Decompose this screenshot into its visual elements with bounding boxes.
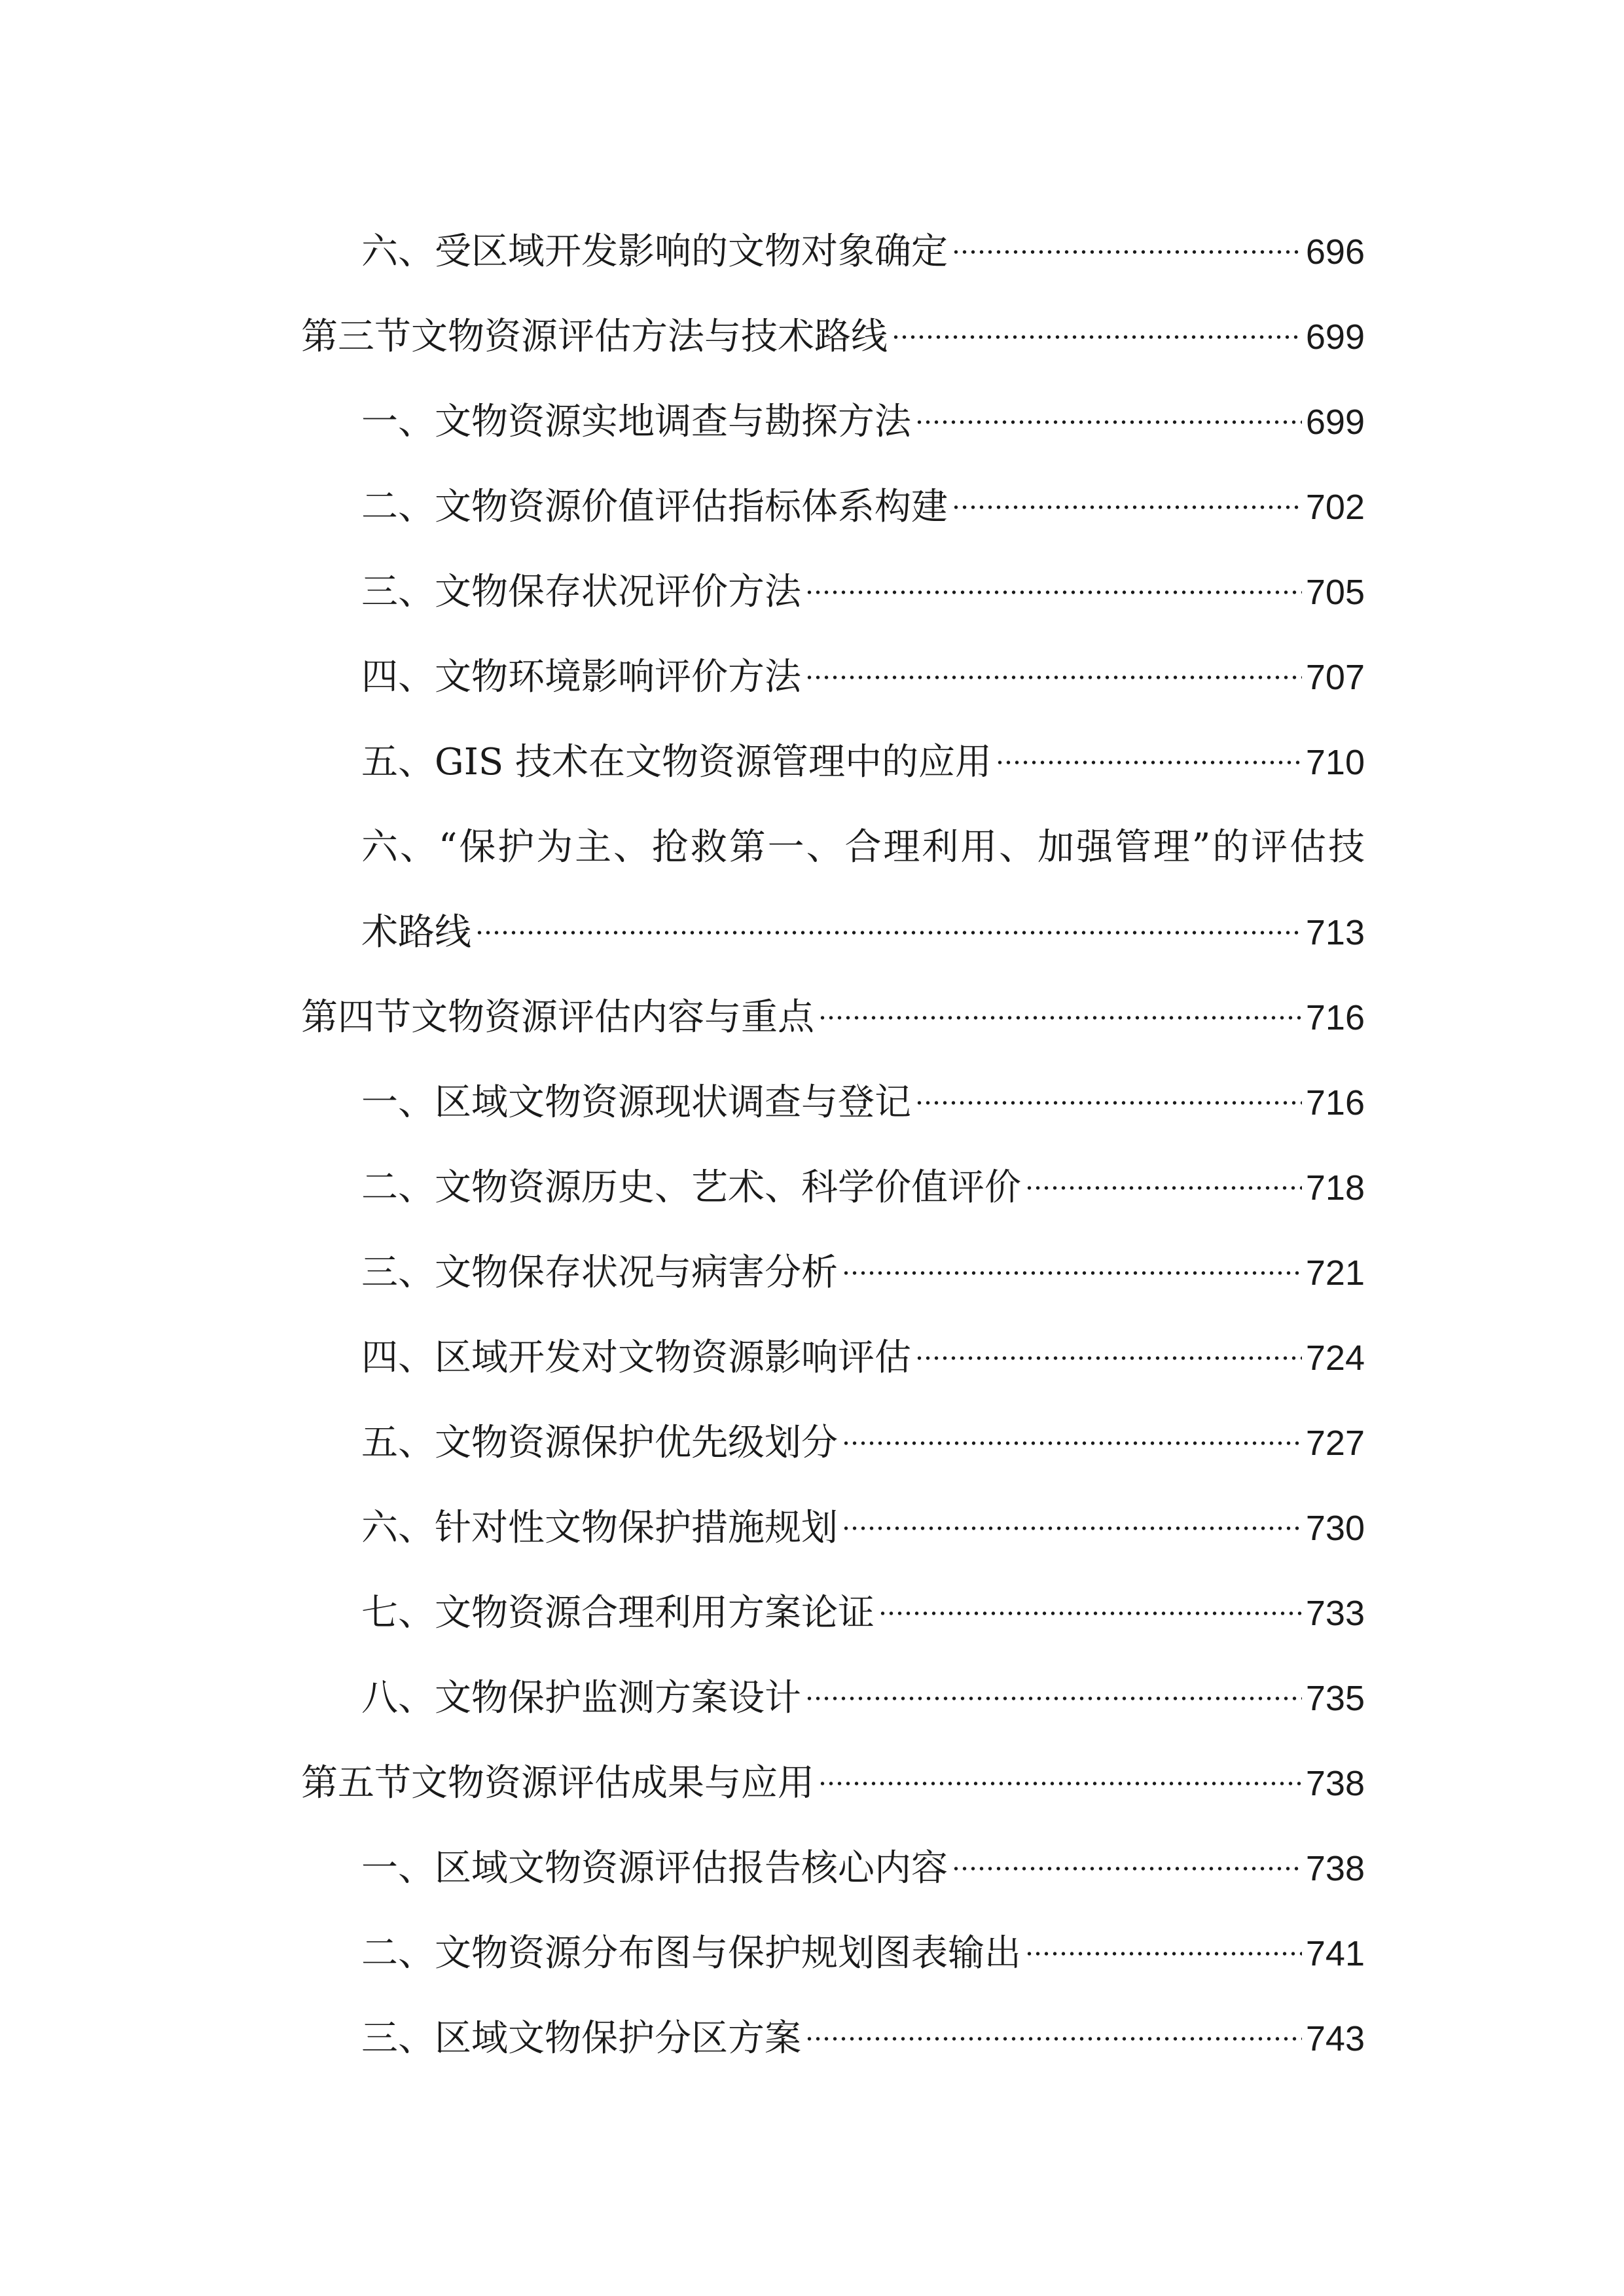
toc-entry-title: 第四节文物资源评估内容与重点 [301, 996, 814, 1039]
toc-entry[interactable] [301, 550, 1365, 635]
toc-entry[interactable] [301, 1060, 1365, 1145]
toc-entry-page: 713 [1305, 913, 1365, 952]
toc-entry-title: 二、文物资源历史、艺术、科学价值评价 [361, 1166, 1021, 1209]
toc-entry[interactable] [301, 209, 1365, 295]
toc-entry-title: 一、区域文物资源现状调查与登记 [361, 1081, 911, 1124]
dot-leader [1025, 1932, 1302, 1975]
toc-entry-page: 716 [1305, 1083, 1365, 1122]
toc-entry[interactable] [301, 1486, 1365, 1571]
toc-entry-page: 735 [1305, 1679, 1365, 1718]
toc-entry[interactable] [301, 1911, 1365, 1996]
toc-entry-page: 707 [1305, 658, 1365, 697]
toc-entry-page: 696 [1305, 232, 1365, 272]
toc-entry-title: 五、GIS 技术在文物资源管理中的应用 [361, 741, 992, 783]
toc-entry-title: 三、文物保存状况与病害分析 [361, 1251, 838, 1294]
toc-entry-title-line2: 术路线 [361, 911, 471, 954]
toc-section-entry[interactable] [301, 1741, 1365, 1826]
dot-leader [952, 230, 1302, 274]
toc-entry-page: 738 [1305, 1764, 1365, 1803]
toc-entry-page: 727 [1305, 1424, 1365, 1463]
toc-entry-page: 716 [1305, 998, 1365, 1037]
toc-section-entry[interactable] [301, 975, 1365, 1060]
toc-entry-title: 第三节文物资源评估方法与技术路线 [301, 315, 888, 358]
toc-entry-title: 三、文物保存状况评价方法 [361, 571, 801, 613]
toc-entry-title: 七、文物资源合理利用方案论证 [361, 1592, 875, 1634]
dot-leader [818, 1762, 1302, 1805]
toc-entry[interactable] [301, 1571, 1365, 1656]
dot-leader [952, 1847, 1302, 1890]
toc-entry-title: 五、文物资源保护优先级划分 [361, 1422, 838, 1464]
toc-entry-title: 二、文物资源分布图与保护规划图表输出 [361, 1932, 1021, 1975]
toc-entry[interactable] [301, 1145, 1365, 1230]
toc-entry-page: 733 [1305, 1594, 1365, 1633]
dot-leader [842, 1422, 1302, 1465]
toc-entry-title: 一、文物资源实地调查与勘探方法 [361, 401, 911, 443]
toc-entry-title: 六、受区域开发影响的文物对象确定 [361, 230, 948, 273]
toc-entry-title: 第五节文物资源评估成果与应用 [301, 1762, 814, 1804]
dot-leader [805, 1677, 1302, 1720]
toc-entry[interactable] [301, 1656, 1365, 1741]
dot-leader [805, 571, 1302, 614]
dot-leader [842, 1251, 1302, 1295]
dot-leader [915, 1336, 1302, 1380]
dot-leader [842, 1507, 1302, 1550]
dot-leader [892, 315, 1302, 359]
toc-entry[interactable] [301, 1996, 1365, 2081]
toc-entry-title: 二、文物资源价值评估指标体系构建 [361, 486, 948, 528]
toc-entry-title: 四、文物环境影响评价方法 [361, 656, 801, 698]
toc-entry-title: 六、针对性文物保护措施规划 [361, 1507, 838, 1549]
toc-entry-page: 721 [1305, 1253, 1365, 1293]
toc-entry-page: 741 [1305, 1934, 1365, 1973]
toc-entry[interactable] [301, 1826, 1365, 1911]
toc-entry-page: 743 [1305, 2019, 1365, 2058]
dot-leader [475, 911, 1302, 954]
toc-entry-title: 一、区域文物资源评估报告核心内容 [361, 1847, 948, 1890]
toc-entry[interactable] [301, 720, 1365, 805]
dot-leader [915, 401, 1302, 444]
toc-entry-page: 738 [1305, 1849, 1365, 1888]
toc-entry[interactable] [301, 465, 1365, 550]
toc-entry-title: 四、区域开发对文物资源影响评估 [361, 1336, 911, 1379]
toc-entry[interactable] [301, 380, 1365, 465]
toc-entry-page: 710 [1305, 743, 1365, 782]
toc-entry-page: 724 [1305, 1338, 1365, 1378]
toc-entry-page: 730 [1305, 1509, 1365, 1548]
toc-entry-title: 八、文物保护监测方案设计 [361, 1677, 801, 1719]
toc-entry-page: 718 [1305, 1168, 1365, 1208]
dot-leader [915, 1081, 1302, 1124]
toc-entry-page: 705 [1305, 573, 1365, 612]
toc-entry[interactable] [301, 1401, 1365, 1486]
toc-entry-page: 699 [1305, 403, 1365, 442]
toc-entry-title: 三、区域文物保护分区方案 [361, 2017, 801, 2060]
table-of-contents [301, 209, 1365, 2081]
toc-entry[interactable] [301, 1230, 1365, 1316]
toc-entry[interactable] [301, 1316, 1365, 1401]
dot-leader [952, 486, 1302, 529]
dot-leader [878, 1592, 1302, 1635]
dot-leader [996, 741, 1302, 784]
dot-leader [1025, 1166, 1302, 1210]
toc-entry[interactable] [301, 635, 1365, 720]
dot-leader [818, 996, 1302, 1039]
toc-entry-wrapped-line2[interactable] [301, 890, 1365, 975]
toc-entry-page: 702 [1305, 488, 1365, 527]
toc-entry-title-line1: 六、“保护为主、抢救第一、合理利用、加强管理”的评估技 [361, 826, 1365, 869]
toc-entry-page: 699 [1305, 317, 1365, 357]
dot-leader [805, 2017, 1302, 2060]
toc-section-entry[interactable] [301, 295, 1365, 380]
toc-entry-wrapped-line1[interactable] [301, 805, 1365, 890]
dot-leader [805, 656, 1302, 699]
